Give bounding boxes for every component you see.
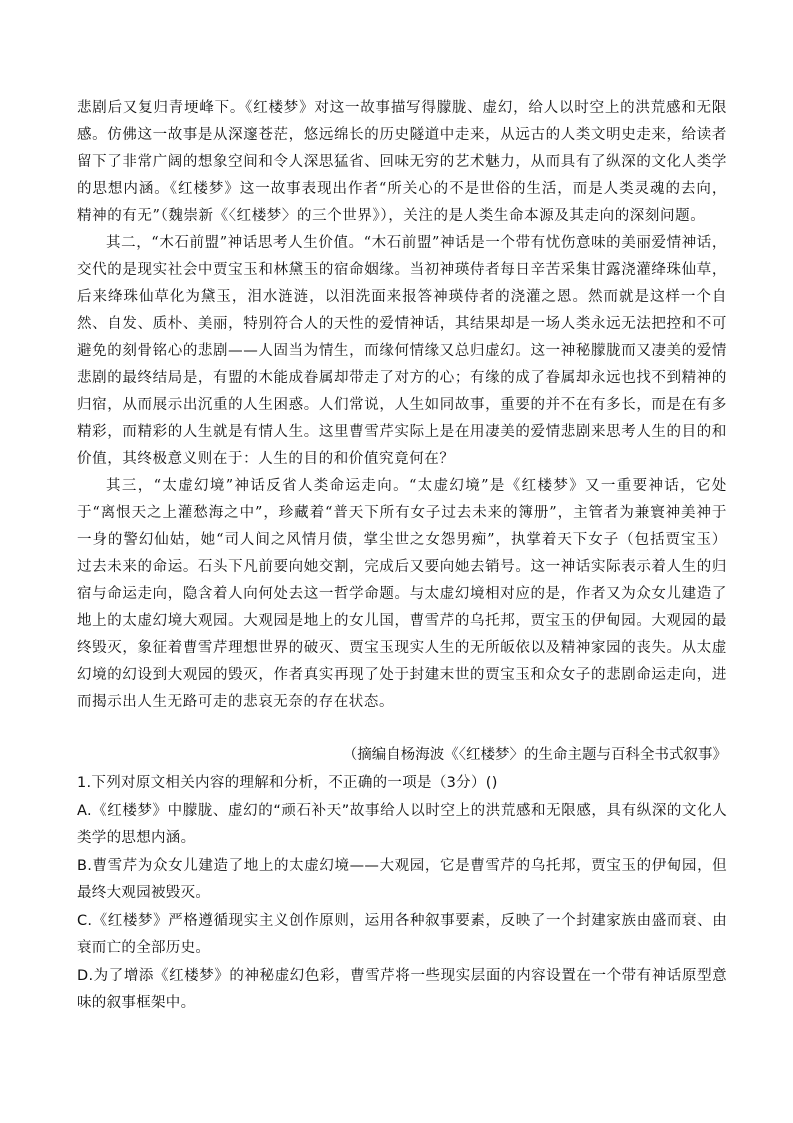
passage-paragraph-3: 其三，“太虚幻境”神话反省人类命运走向。“太虚幻境”是《红楼梦》又一重要神话，它处于“离恨天之上灌愁海之中”，珍藏着“普天下所有女子过去未来的簿册”，主管者为兼寰神美神于一身的警幻仙姑，她“司人间之风情月债，掌尘世之女怨男痴”，执掌着天下女子（包括贾宝玉）过去未来的命运。石头下凡前要向她交割，完成后又要向她去销号。这一神话实际表示着人生的归宿与命运走向，隐含着人向何处去这一哲学命题。与太虚幻境相对应的是，作者又为众女儿建造了地上的太虚幻境大观园。大观园是地上的女儿国，曹雪芹的乌托邦，贾宝玉的伊甸园。大观园的最终毁灭，象征着曹雪芹理想世界的破灭、贾宝玉现实人生的无所皈依以及精神家园的丧失。从太虚幻境的幻设到大观园的毁灭，作者真实再现了处于封建末世的贾宝玉和众女子的悲剧命运走向，进而揭示出人生无路可走的悲哀无奈的存在状态。 [77, 478, 727, 710]
question-block [77, 770, 727, 1018]
question-stem: 1.下列对原文相关内容的理解和分析，不正确的一项是（3分）() [77, 775, 498, 791]
option-d: D.为了增添《红楼梦》的神秘虚幻色彩，曹雪芹将一些现实层面的内容设置在一个带有神话原型意味的叙事框架中。 [77, 967, 727, 1011]
option-c: C.《红楼梦》严格遵循现实主义创作原则，运用各种叙事要素，反映了一个封建家族由盛而衰、由衰而亡的全部历史。 [77, 912, 727, 956]
option-a: A.《红楼梦》中朦胧、虚幻的“顽石补天”故事给人以时空上的洪荒感和无限感，具有纵深的文化人类学的思想内涵。 [77, 802, 727, 846]
passage-source: （摘编自杨海波《〈红楼梦〉的生命主题与百科全书式叙事》 [342, 747, 727, 763]
passage-paragraph-1: 悲剧后又复归青埂峰下。《红楼梦》对这一故事描写得朦胧、虚幻，给人以时空上的洪荒感和无限感。仿佛这一故事是从深邃苍茫，悠远绵长的历史隧道中走来，从远古的人类文明史走来，给读者留下了非常广阔的想象空间和令人深思猛省、回味无穷的艺术魅力，从而具有了纵深的文化人类学的思想内涵。《红楼梦》这一故事表现出作者“所关心的不是世俗的生活，而是人类灵魂的去向，精神的有无”（魏崇新《〈红楼梦〉的三个世界》），关注的是人类生命本源及其走向的深刻问题。 [77, 100, 727, 224]
reading-passage [77, 95, 727, 716]
passage-paragraph-2: 其二，“木石前盟”神话思考人生价值。“木石前盟”神话是一个带有忧伤意味的美丽爱情神话，交代的是现实社会中贾宝玉和林黛玉的宿命姻缘。当初神瑛侍者每日辛苦采集甘露浇灌绛珠仙草，后来绛珠仙草化为黛玉，泪水涟涟，以泪洗面来报答神瑛侍者的浇灌之恩。然而就是这样一个自然、自发、质朴、美丽，特别符合人的天性的爱情神话，其结果却是一场人类永远无法把控和不可避免的刻骨铭心的悲剧——人固当为情生，而缘何情缘又总归虚幻。这一神秘朦胧而又凄美的爱情悲剧的最终结局是，有盟的木能成眷属却带走了对方的心；有缘的成了眷属却永远也找不到精神的归宿，从而展示出沉重的人生困惑。人们常说，人生如同故事，重要的并不在有多长，而是在有多精彩，而精彩的人生就是有情人生。这里曹雪芹实际上是在用凄美的爱情悲剧来思考人生的目的和价值，其终极意义则在于：人生的目的和价值究竟何在？ [77, 235, 727, 467]
option-b: B.曹雪芹为众女儿建造了地上的太虚幻境——大观园，它是曹雪芹的乌托邦，贾宝玉的伊甸园，但最终大观园被毁灭。 [77, 857, 727, 901]
